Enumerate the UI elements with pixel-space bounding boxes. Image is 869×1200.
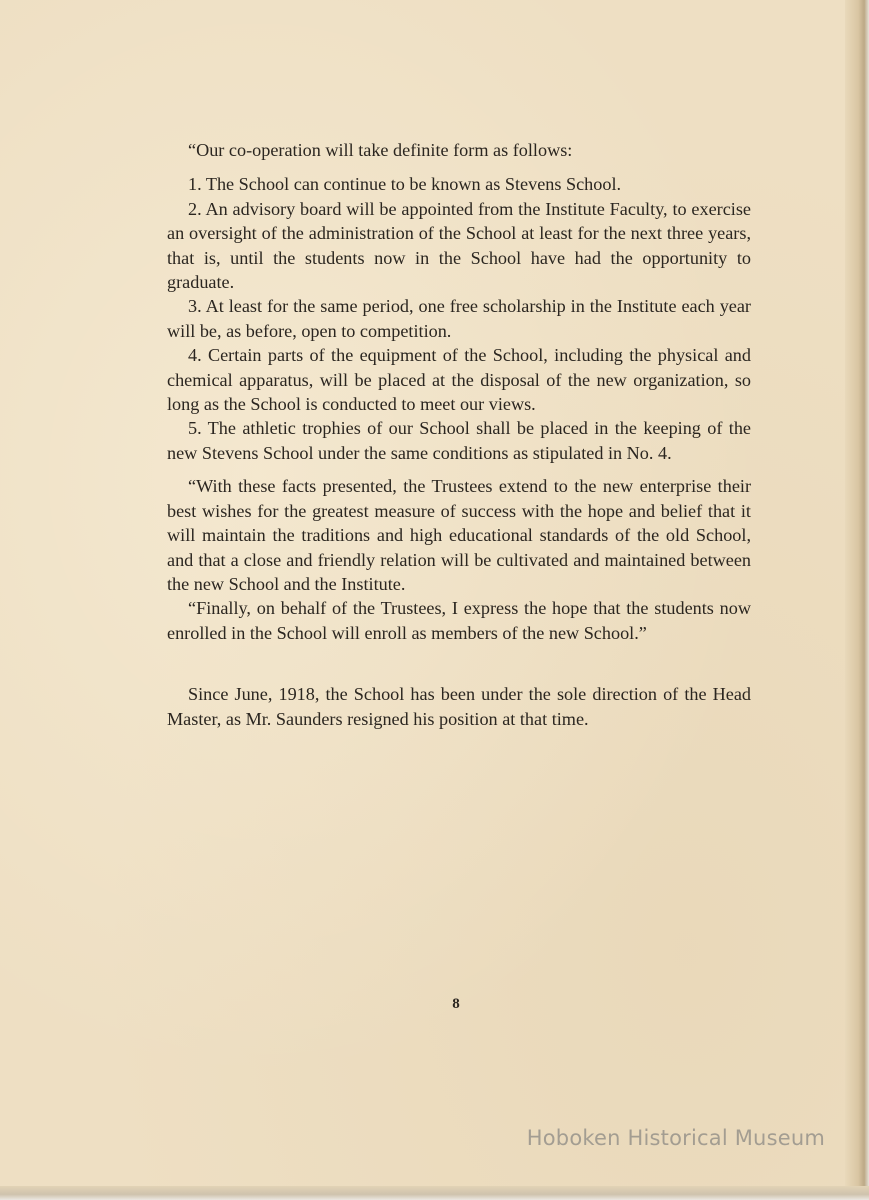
paragraph-item-4: 4. Certain parts of the equipment of the School, including the physical and chemical apparatus, will be placed at the disposal of the new organization, so long as the School is conducted to meet our views. (167, 345, 751, 415)
body-text (167, 138, 751, 731)
paragraph-item-3: 3. At least for the same period, one free scholarship in the Institute each year will be, as before, open to competition. (167, 296, 751, 341)
watermark: Hoboken Historical Museum (526, 1126, 825, 1150)
paragraph-item-5: 5. The athletic trophies of our School shall be placed in the keeping of the new Stevens School under the same conditions as stipulated in No. 4. (167, 418, 751, 463)
paragraph-closing-1: “With these facts presented, the Trustees extend to the new enterprise their best wishes for the greatest measure of success with the hope and belief that it will maintain the traditions and high educational standards of the old School, and that a close and friendly relation will be cultivated and maintained between the new School and the Institute. (167, 476, 751, 594)
paragraph-closing-2: “Finally, on behalf of the Trustees, I express the hope that the students now enrolled in the School will enroll as members of the new School.” (167, 598, 751, 643)
paragraph-item-2: 2. An advisory board will be appointed from the Institute Faculty, to exercise an oversight of the administration of the School at least for the next three years, that is, until the students now in the School have had the opportunity to graduate. (167, 198, 751, 293)
paragraph-intro: “Our co-operation will take definite form as follows: (188, 140, 573, 160)
page-number: 8 (452, 996, 460, 1012)
paragraph-item-1: 1. The School can continue to be known as Stevens School. (188, 174, 622, 195)
page-edge (845, 0, 869, 1200)
paragraph-since-june: Since June, 1918, the School has been under the sole direction of the Head Master, as Mr. Saunders resigned his position at that time. (167, 684, 751, 729)
bottom-edge (0, 1186, 869, 1200)
